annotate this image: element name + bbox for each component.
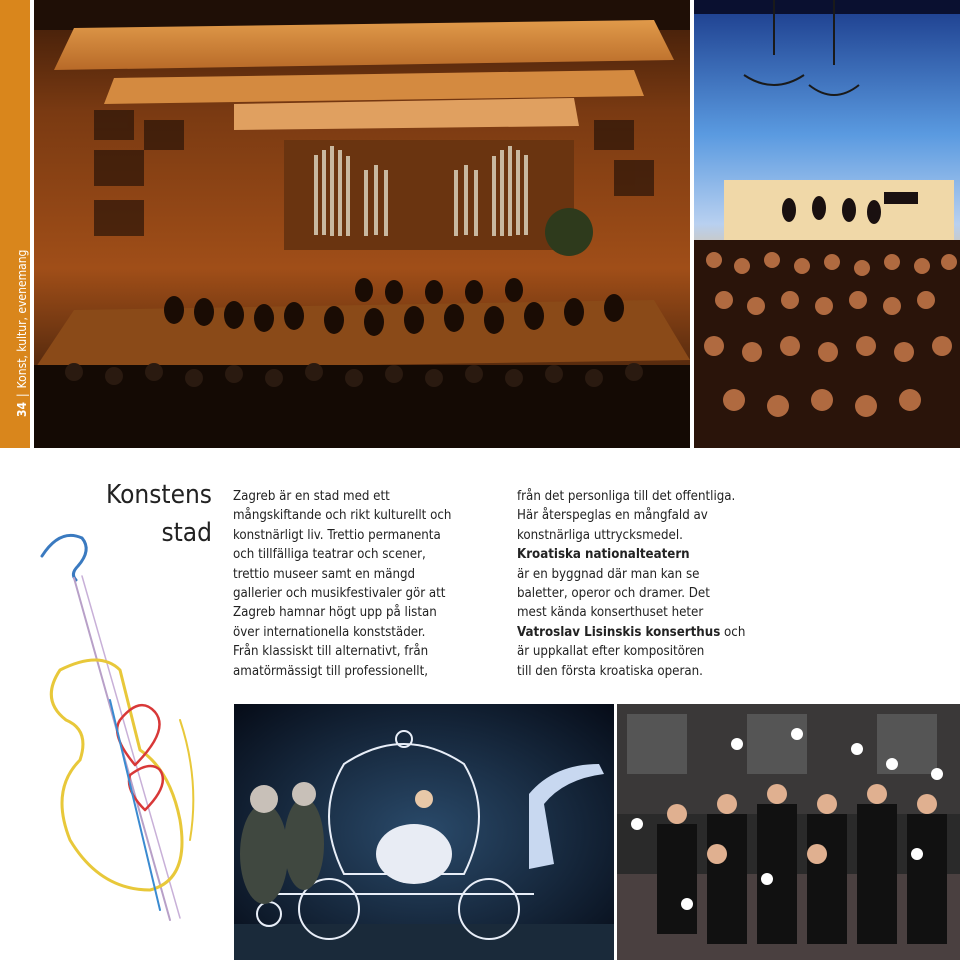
text-line: gallerier och musikfestivaler gör att bbox=[233, 586, 446, 602]
chamber-music-photo bbox=[694, 0, 960, 448]
title-line-2: stad bbox=[161, 518, 212, 548]
body-text-left bbox=[233, 487, 483, 681]
section-strip bbox=[0, 0, 30, 448]
text-line: Zagreb hamnar högt upp på listan bbox=[233, 605, 437, 621]
ballet-carriage-photo bbox=[234, 704, 614, 960]
text-line: är uppkallat efter kompositören bbox=[517, 644, 705, 660]
text-fragment: och bbox=[720, 624, 746, 640]
text-line: över internationella konststäder. bbox=[233, 624, 426, 640]
text-line: till den första kroatiska operan. bbox=[517, 663, 703, 679]
text-line: amatörmässigt till professionellt, bbox=[233, 663, 428, 679]
text-line: konstnärliga uttrycksmedel. bbox=[517, 527, 683, 543]
text-line: konstnärligt liv. Trettio permanenta bbox=[233, 527, 441, 543]
text-line: från det personliga till det offentliga. bbox=[517, 489, 736, 504]
text-line: mest kända konserthuset heter bbox=[517, 605, 704, 621]
text-line: baletter, operor och dramer. Det bbox=[517, 586, 710, 602]
concert-hall-photo bbox=[34, 0, 690, 448]
page-number: 34 bbox=[15, 401, 29, 417]
national-theatre-name: Kroatiska nationalteatern bbox=[517, 547, 690, 563]
text-line bbox=[517, 623, 807, 642]
section-label bbox=[15, 250, 29, 417]
text-line: mångskiftande och rikt kulturellt och bbox=[233, 508, 452, 524]
title-line-1: Konstens bbox=[106, 480, 212, 510]
text-line: Från klassiskt till alternativt, från bbox=[233, 644, 429, 660]
text-line: Zagreb är en stad med ett bbox=[233, 489, 390, 504]
text-line: och tillfälliga teatrar och scener, bbox=[233, 547, 426, 563]
text-line: trettio museer samt en mängd bbox=[233, 566, 416, 582]
violin-sketch-illustration bbox=[30, 520, 220, 940]
body-text-right bbox=[517, 487, 807, 681]
text-line: Här återspeglas en mångfald av bbox=[517, 508, 708, 524]
dancers-photo bbox=[617, 704, 960, 960]
separator: | bbox=[15, 393, 29, 397]
text-line: är en byggnad där man kan se bbox=[517, 566, 700, 582]
concert-hall-name: Vatroslav Lisinskis konserthus bbox=[517, 624, 721, 640]
section-title: Konst, kultur, evenemang bbox=[15, 249, 29, 389]
